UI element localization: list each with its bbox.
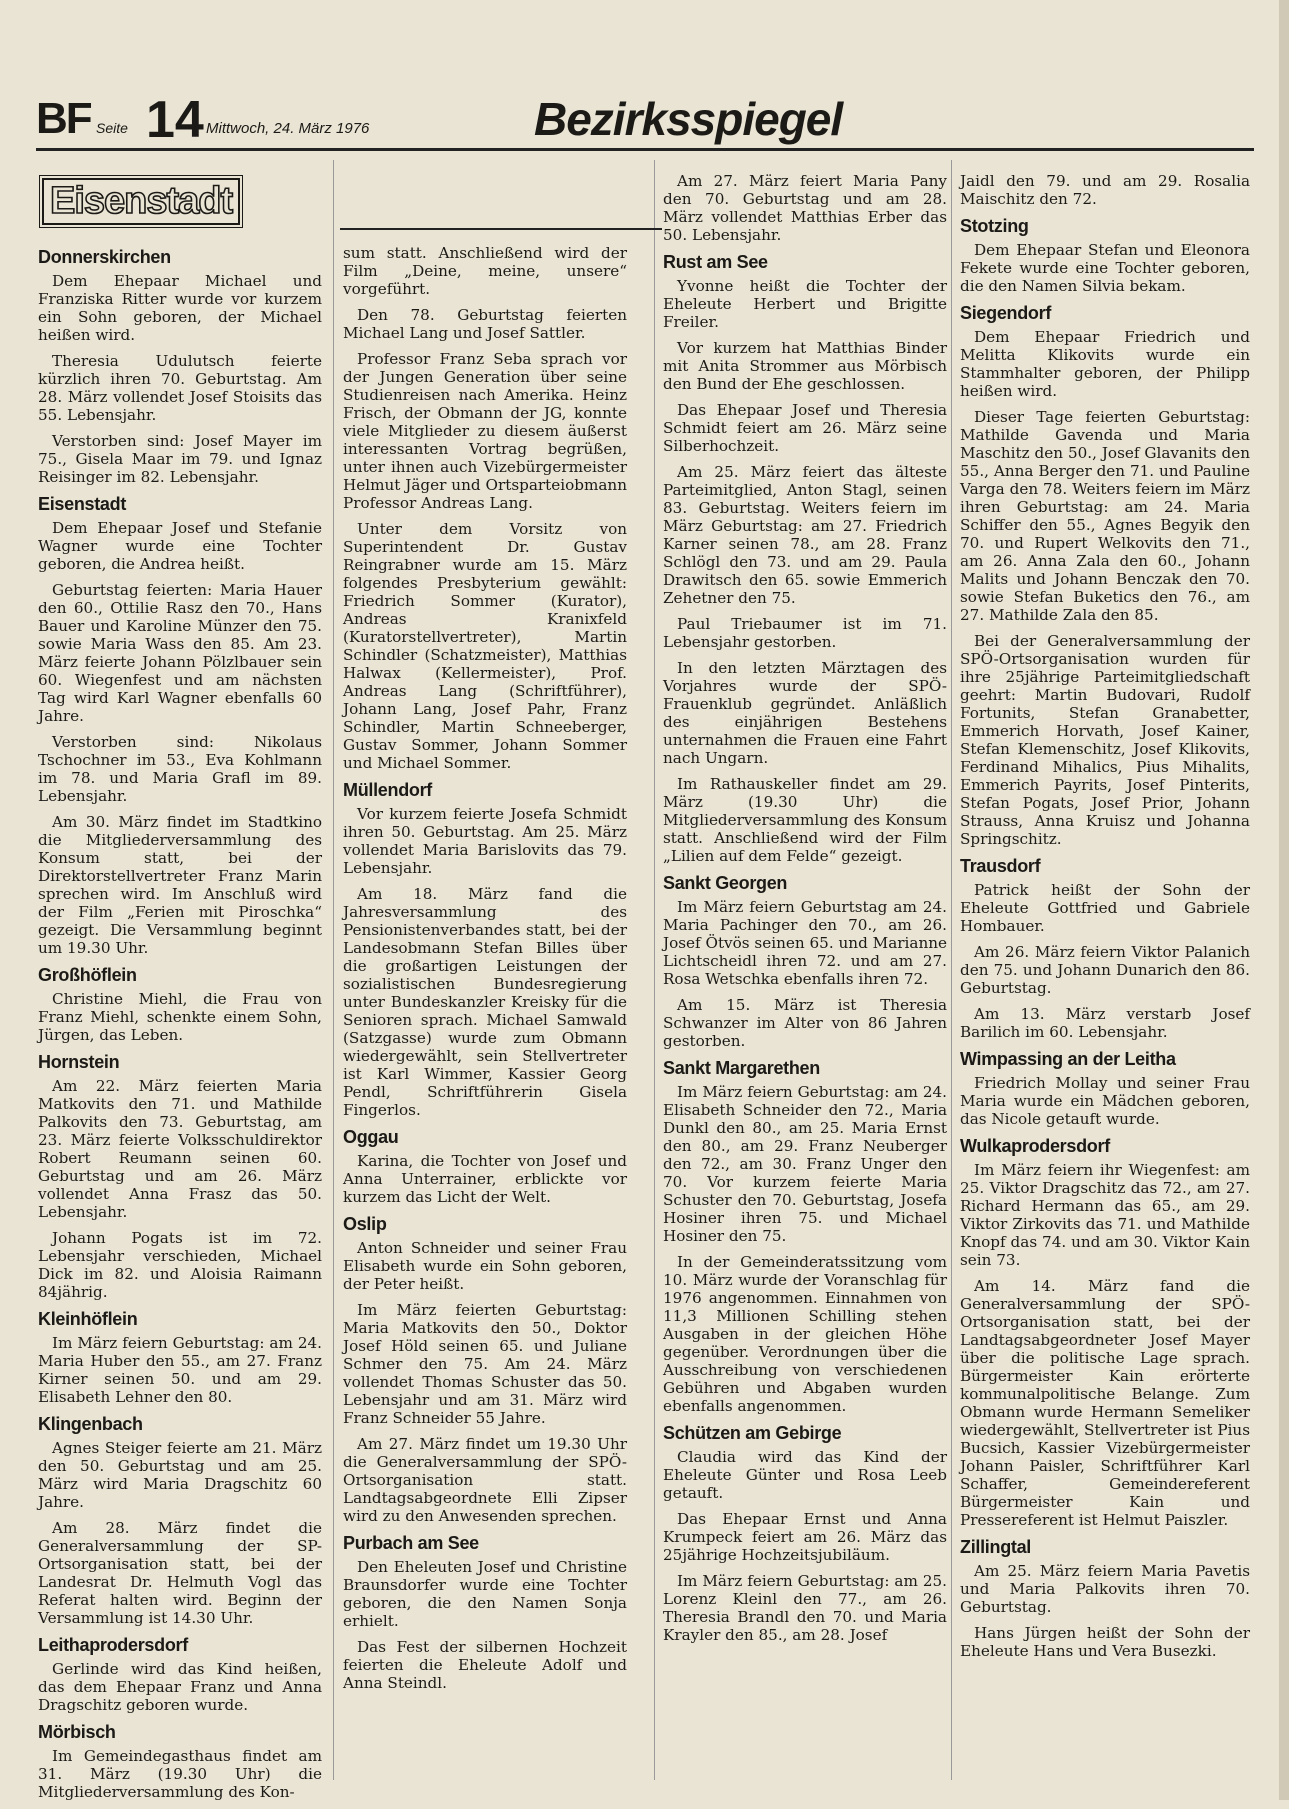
article-paragraph: Karina, die Tochter von Josef und Anna Unterrainer, erblickte vor kurzem das Licht der Welt. — [343, 1152, 627, 1206]
page-number: 14 — [146, 91, 204, 149]
town-heading: Oggau — [343, 1127, 399, 1147]
article-paragraph: Geburtstag feierten: Maria Hauer den 60., Ottilie Rasz den 70., Hans Bauer und Karoline Münzer den 75. sowie Maria Wass den 85. Am 23. März feierte Johann Pölzlbauer sein 60. Wiegenfest und am nächsten Tag wird Karl Wagner ebenfalls 60 Jahre. — [38, 581, 322, 725]
article-paragraph: Im Rathauskeller findet am 29. März (19.30 Uhr) die Mitgliederversammlung des Konsum statt. Anschließend wird der Film „Lilien auf dem Felde“ gezeigt. — [663, 775, 947, 865]
article-paragraph: Am 15. März ist Theresia Schwanzer im Alter von 86 Jahren gestorben. — [663, 996, 947, 1050]
paper-edge — [1279, 0, 1289, 1800]
article-paragraph: Verstorben sind: Nikolaus Tschochner im 53., Eva Kohlmann im 78. und Maria Grafl im 89. Lebensjahr. — [38, 733, 322, 805]
town-heading: Wimpassing an der Leitha — [960, 1049, 1176, 1069]
town-heading: Siegendorf — [960, 303, 1052, 323]
town-heading: Leithaprodersdorf — [38, 1635, 188, 1655]
article-paragraph: Am 25. März feiern Maria Pavetis und Maria Palkovits ihren 70. Geburtstag. — [960, 1562, 1250, 1616]
town-heading: Schützen am Gebirge — [663, 1423, 842, 1443]
article-paragraph: Vor kurzem hat Matthias Binder mit Anita Strommer aus Mörbisch den Bund der Ehe geschlossen. — [663, 339, 947, 393]
town-heading: Oslip — [343, 1214, 387, 1234]
article-paragraph: Yvonne heißt die Tochter der Eheleute Herbert und Brigitte Freiler. — [663, 277, 947, 331]
article-paragraph: Dem Ehepaar Michael und Franziska Ritter wurde vor kurzem ein Sohn geboren, der Michael heißen wird. — [38, 272, 322, 344]
article-paragraph: Unter dem Vorsitz von Superintendent Dr. Gustav Reingrabner wurde am 15. März folgendes Presbyterium gewählt: Friedrich Sommer (Kurator), Andreas Kranixfeld (Kuratorstellvertreter), Martin Schindler (Schatzmeister), Matthias Halwax (Kellermeister), Prof. Andreas Lang (Schriftführer), Johann Lang, Josef Pahr, Franz Schindler, Martin Schneeberger, Gustav Sommer, Johann Sommer und Michael Sommer. — [343, 520, 627, 772]
article-paragraph: Das Ehepaar Ernst und Anna Krumpeck feiert am 26. März das 25jährige Hochzeitsjubiläum. — [663, 1510, 947, 1564]
article-paragraph: Verstorben sind: Josef Mayer im 75., Gisela Maar im 79. und Ignaz Reisinger im 82. Lebensjahr. — [38, 432, 322, 486]
column-2 — [343, 244, 627, 1700]
column-divider — [654, 160, 655, 1780]
town-heading: Stotzing — [960, 216, 1029, 236]
article-paragraph: Am 26. März feiern Viktor Palanich den 75. und Johann Dunarich den 86. Geburtstag. — [960, 943, 1250, 997]
town-heading: Donnerskirchen — [38, 247, 171, 267]
newspaper-logo: BF — [36, 94, 91, 143]
article-paragraph: Am 28. März findet die Generalversammlung der SP-Ortsorganisation statt, bei der Landesrat Dr. Helmuth Vogl das Referat halten wird. Beginn der Versammlung ist 14.30 Uhr. — [38, 1519, 322, 1627]
article-paragraph: Christine Miehl, die Frau von Franz Miehl, schenkte einem Sohn, Jürgen, das Leben. — [38, 990, 322, 1044]
town-heading: Wulkaprodersdorf — [960, 1136, 1110, 1156]
article-paragraph: Am 22. März feierten Maria Matkovits den 71. und Mathilde Palkovits den 73. Geburtstag, am 23. März feierte Volksschuldirektor Robert Reumann seinen 60. Geburtstag und am 26. März vollendet Anna Frasz das 50. Lebensjahr. — [38, 1077, 322, 1221]
town-heading: Eisenstadt — [38, 494, 127, 514]
article-paragraph: Dieser Tage feierten Geburtstag: Mathilde Gavenda und Maria Maschitz den 50., Josef Glavanits den 55., Anna Berger den 71. und Pauline Varga den 78. Weiters feiern im März ihren Geburtstag: am 24. Maria Schiffer den 55., Agnes Begyik den 70. und Rupert Welkovits den 71., am 26. Anna Zala den 60., Johann Malits und Johann Benczak den 70. sowie Stefan Buketics den 76., am 27. Mathilde Zala den 85. — [960, 408, 1250, 624]
article-paragraph: Am 14. März fand die Generalversammlung der SPÖ-Ortsorganisation statt, bei der Landtagsabgeordneter Josef Mayer über die politische Lage sprach. Bürgermeister Kain erörterte kommunalpolitische Belange. Zum Obmann wurde Hermann Semeliker wiedergewählt, Stellvertreter ist Pius Bucsich, Kassier Vizebürgermeister Johann Paisler, Schriftführer Karl Schaffer, Gemeindereferent Bürgermeister Kain und Pressereferent ist Helmut Paiszler. — [960, 1277, 1250, 1529]
town-heading: Kleinhöflein — [38, 1309, 138, 1329]
article-paragraph: Den Eheleuten Josef und Christine Braunsdorfer wurde eine Tochter geboren, die den Namen Sonja erhielt. — [343, 1558, 627, 1630]
column-divider — [333, 160, 334, 1780]
column-1 — [38, 160, 322, 1809]
town-heading: Hornstein — [38, 1052, 120, 1072]
article-paragraph: Agnes Steiger feierte am 21. März den 50. Geburtstag und am 25. März wird Maria Dragschitz 60 Jahre. — [38, 1439, 322, 1511]
article-paragraph: Bei der Generalversammlung der SPÖ-Ortsorganisation wurden für ihre 25jährige Parteimitgliedschaft geehrt: Martin Budovari, Rudolf Fortunits, Stefan Granabetter, Emmerich Horvath, Josef Kainer, Stefan Klemenschitz, Josef Klikovits, Ferdinand Mihalics, Pius Mihalits, Emmerich Payrits, Josef Pinterits, Stefan Pogats, Josef Prior, Johann Strauss, Anna Kruisz und Johanna Springschitz. — [960, 632, 1250, 848]
town-heading: Großhöflein — [38, 965, 137, 985]
article-paragraph: Theresia Udulutsch feierte kürzlich ihren 70. Geburtstag. Am 28. März vollendet Josef Stoisits das 55. Lebensjahr. — [38, 352, 322, 424]
issue-date: Mittwoch, 24. März 1976 — [206, 120, 370, 137]
article-paragraph: Das Fest der silbernen Hochzeit feierten die Eheleute Adolf und Anna Steindl. — [343, 1638, 627, 1692]
article-paragraph: Am 25. März feiert das älteste Parteimitglied, Anton Stagl, seinen 83. Geburtstag. Weiters feiern im März Geburtstag: am 27. Friedrich Karner seinen 78., am 28. Franz Schlögl den 73. und am 29. Paula Drawitsch den 65. sowie Emmerich Zehetner den 75. — [663, 463, 947, 607]
page-header — [36, 88, 1254, 151]
town-heading: Trausdorf — [960, 856, 1041, 876]
top-rule — [340, 228, 662, 230]
article-paragraph: Im März feiern Geburtstag am 24. Maria Pachinger den 70., am 26. Josef Ötvös seinen 65. und Marianne Lichtscheidl ihren 72. und am 27. Rosa Wetschka ebenfalls ihren 72. — [663, 898, 947, 988]
article-paragraph: Paul Triebaumer ist im 71. Lebensjahr gestorben. — [663, 615, 947, 651]
article-paragraph: Im März feiern ihr Wiegenfest: am 25. Viktor Dragschitz das 72., am 27. Richard Hermann das 65., am 29. Viktor Zirkovits das 71. und Mathilde Knopf das 74. und am 30. Viktor Kain sein 73. — [960, 1161, 1250, 1269]
article-paragraph: sum statt. Anschließend wird der Film „Deine, meine, unsere“ vorgeführt. — [343, 244, 627, 298]
article-paragraph: Claudia wird das Kind der Eheleute Günter und Rosa Leeb getauft. — [663, 1448, 947, 1502]
article-paragraph: Am 27. März findet um 19.30 Uhr die Generalversammlung der SPÖ-Ortsorganisation statt. Landtagsabgeordnete Elli Zipser wird zu den Anwesenden sprechen. — [343, 1435, 627, 1525]
article-paragraph: In der Gemeinderatssitzung vom 10. März wurde der Voranschlag für 1976 angenommen. Einnahmen von 11,3 Millionen Schilling stehen Ausgaben in der gleichen Höhe gegenüber. Verordnungen über die Ausschreibung von verschiedenen Gebühren und Abgaben wurden ebenfalls angenommen. — [663, 1253, 947, 1415]
town-heading: Klingenbach — [38, 1414, 143, 1434]
article-paragraph: Am 18. März fand die Jahresversammlung des Pensionistenverbandes statt, bei der Landesobmann Stefan Billes über die großartigen Leistungen der sozialistischen Bundesregierung unter Bundeskanzler Kreisky für die Senioren sprach. Michael Samwald (Satzgasse) wurde zum Obmann wiedergewählt, sein Stellvertreter ist Karl Wimmer, Kassier Georg Pendl, Schriftführerin Gisela Fingerlos. — [343, 885, 627, 1119]
town-heading: Mörbisch — [38, 1722, 116, 1742]
article-paragraph: Gerlinde wird das Kind heißen, das dem Ehepaar Franz und Anna Dragschitz geboren wurde. — [38, 1660, 322, 1714]
column-4 — [960, 172, 1250, 1668]
town-heading: Rust am See — [663, 252, 768, 272]
article-paragraph: Dem Ehepaar Josef und Stefanie Wagner wurde eine Tochter geboren, die Andrea heißt. — [38, 519, 322, 573]
column-3 — [663, 172, 947, 1652]
article-paragraph: Hans Jürgen heißt der Sohn der Eheleute Hans und Vera Busezki. — [960, 1624, 1250, 1660]
article-paragraph: Das Ehepaar Josef und Theresia Schmidt feiert am 26. März seine Silberhochzeit. — [663, 401, 947, 455]
article-paragraph: Dem Ehepaar Friedrich und Melitta Klikovits wurde ein Stammhalter geboren, der Philipp heißen wird. — [960, 328, 1250, 400]
article-paragraph: Patrick heißt der Sohn der Eheleute Gottfried und Gabriele Hombauer. — [960, 881, 1250, 935]
town-heading: Müllendorf — [343, 780, 432, 800]
article-paragraph: Jaidl den 79. und am 29. Rosalia Maischitz den 72. — [960, 172, 1250, 208]
town-heading: Sankt Margarethen — [663, 1058, 820, 1078]
article-paragraph: Im März feiern Geburtstag: am 25. Lorenz Kleinl den 77., am 26. Theresia Brandl den 70. und Maria Krayler den 85., am 28. Josef — [663, 1572, 947, 1644]
page-label: Seite — [96, 120, 128, 136]
article-paragraph: Professor Franz Seba sprach vor der Jungen Generation über seine Studienreisen nach Amerika. Heinz Frisch, der Obmann der JG, konnte viele Mitglieder zu diesem äußerst interessanten Vortrag begrüßen, unter ihnen auch Vizebürgermeister Helmut Jäger und Ortsparteiobmann Professor Andreas Lang. — [343, 350, 627, 512]
article-paragraph: Im März feiern Geburtstag: am 24. Maria Huber den 55., am 27. Franz Kirner seinen 50. und am 29. Elisabeth Lehner den 80. — [38, 1334, 322, 1406]
article-paragraph: Dem Ehepaar Stefan und Eleonora Fekete wurde eine Tochter geboren, die den Namen Silvia bekam. — [960, 241, 1250, 295]
article-paragraph: Anton Schneider und seiner Frau Elisabeth wurde ein Sohn geboren, der Peter heißt. — [343, 1239, 627, 1293]
article-paragraph: Am 30. März findet im Stadtkino die Mitgliederversammlung des Konsum statt, bei der Direktorstellvertreter Franz Marin sprechen wird. Im Anschluß wird der Film „Ferien mit Piroschka“ gezeigt. Die Versammlung beginnt um 19.30 Uhr. — [38, 813, 322, 957]
article-paragraph: Im März feierten Geburtstag: Maria Matkovits den 50., Doktor Josef Höld seinen 65. und Juliane Schmer den 75. Am 24. März vollendet Thomas Schuster das 50. Lebensjahr und am 31. März wird Franz Schneider 55 Jahre. — [343, 1301, 627, 1427]
article-paragraph: Am 27. März feiert Maria Pany den 70. Geburtstag und am 28. März vollendet Matthias Erber das 50. Lebensjahr. — [663, 172, 947, 244]
town-heading: Zillingtal — [960, 1537, 1031, 1557]
town-heading: Purbach am See — [343, 1533, 479, 1553]
article-paragraph: Vor kurzem feierte Josefa Schmidt ihren 50. Geburtstag. Am 25. März vollendet Maria Barislovits das 79. Lebensjahr. — [343, 805, 627, 877]
section-title: Bezirksspiegel — [534, 93, 843, 145]
article-paragraph: Johann Pogats ist im 72. Lebensjahr verschieden, Michael Dick im 82. und Aloisia Raimann 84jährig. — [38, 1229, 322, 1301]
article-paragraph: Im März feiern Geburtstag: am 24. Elisabeth Schneider den 72., Maria Dunkl den 80., am 25. Maria Ernst den 80., am 29. Franz Neuberger den 72., am 30. Franz Unger den 70. Vor kurzem feierte Maria Schuster den 70. Geburtstag, Josefa Hosiner ihren 75. und Michael Hosiner den 75. — [663, 1083, 947, 1245]
district-title: Eisenstadt — [42, 178, 240, 225]
column-divider — [951, 160, 952, 1780]
article-paragraph: Friedrich Mollay und seiner Frau Maria wurde ein Mädchen geboren, das Nicole getauft wurde. — [960, 1074, 1250, 1128]
article-paragraph: In den letzten Märztagen des Vorjahres wurde der SPÖ-Frauenklub gegründet. Anläßlich des einjährigen Bestehens unternahmen die Frauen eine Fahrt nach Ungarn. — [663, 659, 947, 767]
town-heading: Sankt Georgen — [663, 873, 788, 893]
article-paragraph: Im Gemeindegasthaus findet am 31. März (19.30 Uhr) die Mitgliederversammlung des Kon- — [38, 1747, 322, 1801]
article-paragraph: Am 13. März verstarb Josef Barilich im 60. Lebensjahr. — [960, 1005, 1250, 1041]
article-paragraph: Den 78. Geburtstag feierten Michael Lang und Josef Sattler. — [343, 306, 627, 342]
